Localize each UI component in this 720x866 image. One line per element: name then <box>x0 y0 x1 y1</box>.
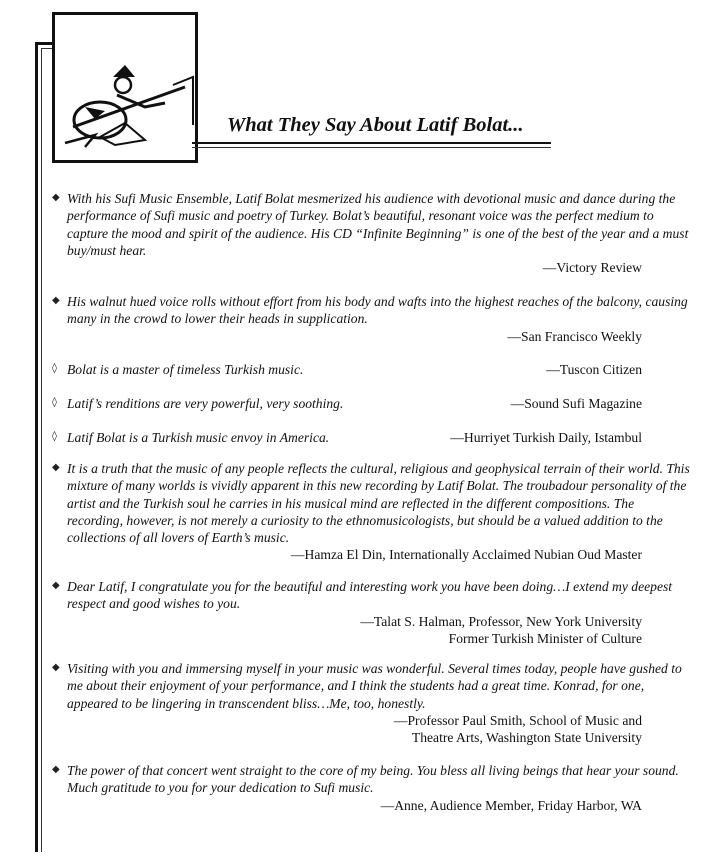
quote-attribution: —Sound Sufi Magazine <box>510 396 642 411</box>
quote-text: Latif Bolat is a Turkish music envoy in America. <box>67 430 330 445</box>
quote-attribution-line2: Former Turkish Minister of Culture <box>448 631 642 647</box>
quote-text: Latif’s renditions are very powerful, very soothing. <box>67 396 344 411</box>
quote-attribution-line2: Theatre Arts, Washington State University <box>411 730 642 746</box>
page-title: What They Say About Latif Bolat... <box>227 114 524 136</box>
quote-text: Bolat is a master of timeless Turkish music. <box>67 362 304 377</box>
diamond-bullet-icon: ◆ <box>52 764 60 775</box>
quote-attribution: —San Francisco Weekly <box>507 328 642 344</box>
quote-item <box>52 660 692 747</box>
quote-text: The power of that concert went straight to the core of my being. You bless all living beings that hear your sound. Much gratitude to you for your dedication to Sufi music. <box>67 763 679 796</box>
quote-text: His walnut hued voice rolls without effort from his body and wafts into the highest reaches of the balcony, causing many in the crowd to lower their heads in supplication. <box>67 294 688 327</box>
title-underline <box>192 147 551 148</box>
diamond-bullet-icon: ◆ <box>52 462 60 473</box>
quote-attribution: —Victory Review <box>542 260 642 276</box>
quote-item <box>52 429 692 447</box>
quote-attribution: —Professor Paul Smith, School of Music and <box>393 712 642 728</box>
quote-item <box>52 361 692 379</box>
quote-item <box>52 460 692 564</box>
oud-player-illustration <box>52 12 198 163</box>
diamond-bullet-icon: ◆ <box>52 580 60 591</box>
quote-text: Dear Latif, I congratulate you for the beautiful and interesting work you have been doing…I extend my deepest respect and good wishes to you. <box>67 579 673 612</box>
quote-attribution: —Hurriyet Turkish Daily, Istambul <box>450 430 642 445</box>
oud-player-icon <box>55 15 195 160</box>
diamond-bullet-icon: ◊ <box>52 431 57 442</box>
diamond-bullet-icon: ◆ <box>52 662 60 673</box>
diamond-bullet-icon: ◆ <box>52 295 60 306</box>
title-underline <box>192 142 551 144</box>
diamond-bullet-icon: ◆ <box>52 192 60 203</box>
quote-item <box>52 395 692 413</box>
quote-attribution: —Anne, Audience Member, Friday Harbor, WA <box>380 797 642 813</box>
quote-text: Visiting with you and immersing myself in your music was wonderful. Several times today, people have gushed to me about their enjoyment of your performance, and I think the students had a great time. Konrad, for one, appeared to be lingering in transcendent bliss…Me, too, honestly. <box>67 661 682 711</box>
border-line <box>35 42 38 852</box>
quote-item <box>52 762 692 814</box>
quote-attribution: —Hamza El Din, Internationally Acclaimed Nubian Oud Master <box>290 547 642 563</box>
border-line <box>41 48 42 852</box>
quote-text: It is a truth that the music of any people reflects the cultural, religious and geophysical terrain of their world. This mixture of many worlds is vividly apparent in this new recording by Latif Bolat. The troubadour personality of the artist and the Turkish soul he carries in his musical mind are reflected in the different compositions. The recording, however, is not merely a curiosity to the ethnomusicologists, but should be a valued addition to the collections of all lovers of Earth’s music. <box>67 461 690 546</box>
quote-item <box>52 293 692 345</box>
diamond-bullet-icon: ◊ <box>52 363 57 374</box>
quote-text: With his Sufi Music Ensemble, Latif Bolat mesmerized his audience with devotional music and dance during the performance of Sufi music and poetry of Turkey. Bolat’s beautiful, resonant voice was the perfect medium to capture the mood and spirit of the audience. His CD “Infinite Beginning” is one of the best of the year and a must buy/must hear. <box>67 191 689 258</box>
quote-item <box>52 578 692 648</box>
diamond-bullet-icon: ◊ <box>52 397 57 408</box>
quote-item <box>52 190 692 277</box>
quote-attribution: —Tuscon Citizen <box>546 362 642 377</box>
quote-attribution: —Talat S. Halman, Professor, New York University <box>360 613 642 629</box>
